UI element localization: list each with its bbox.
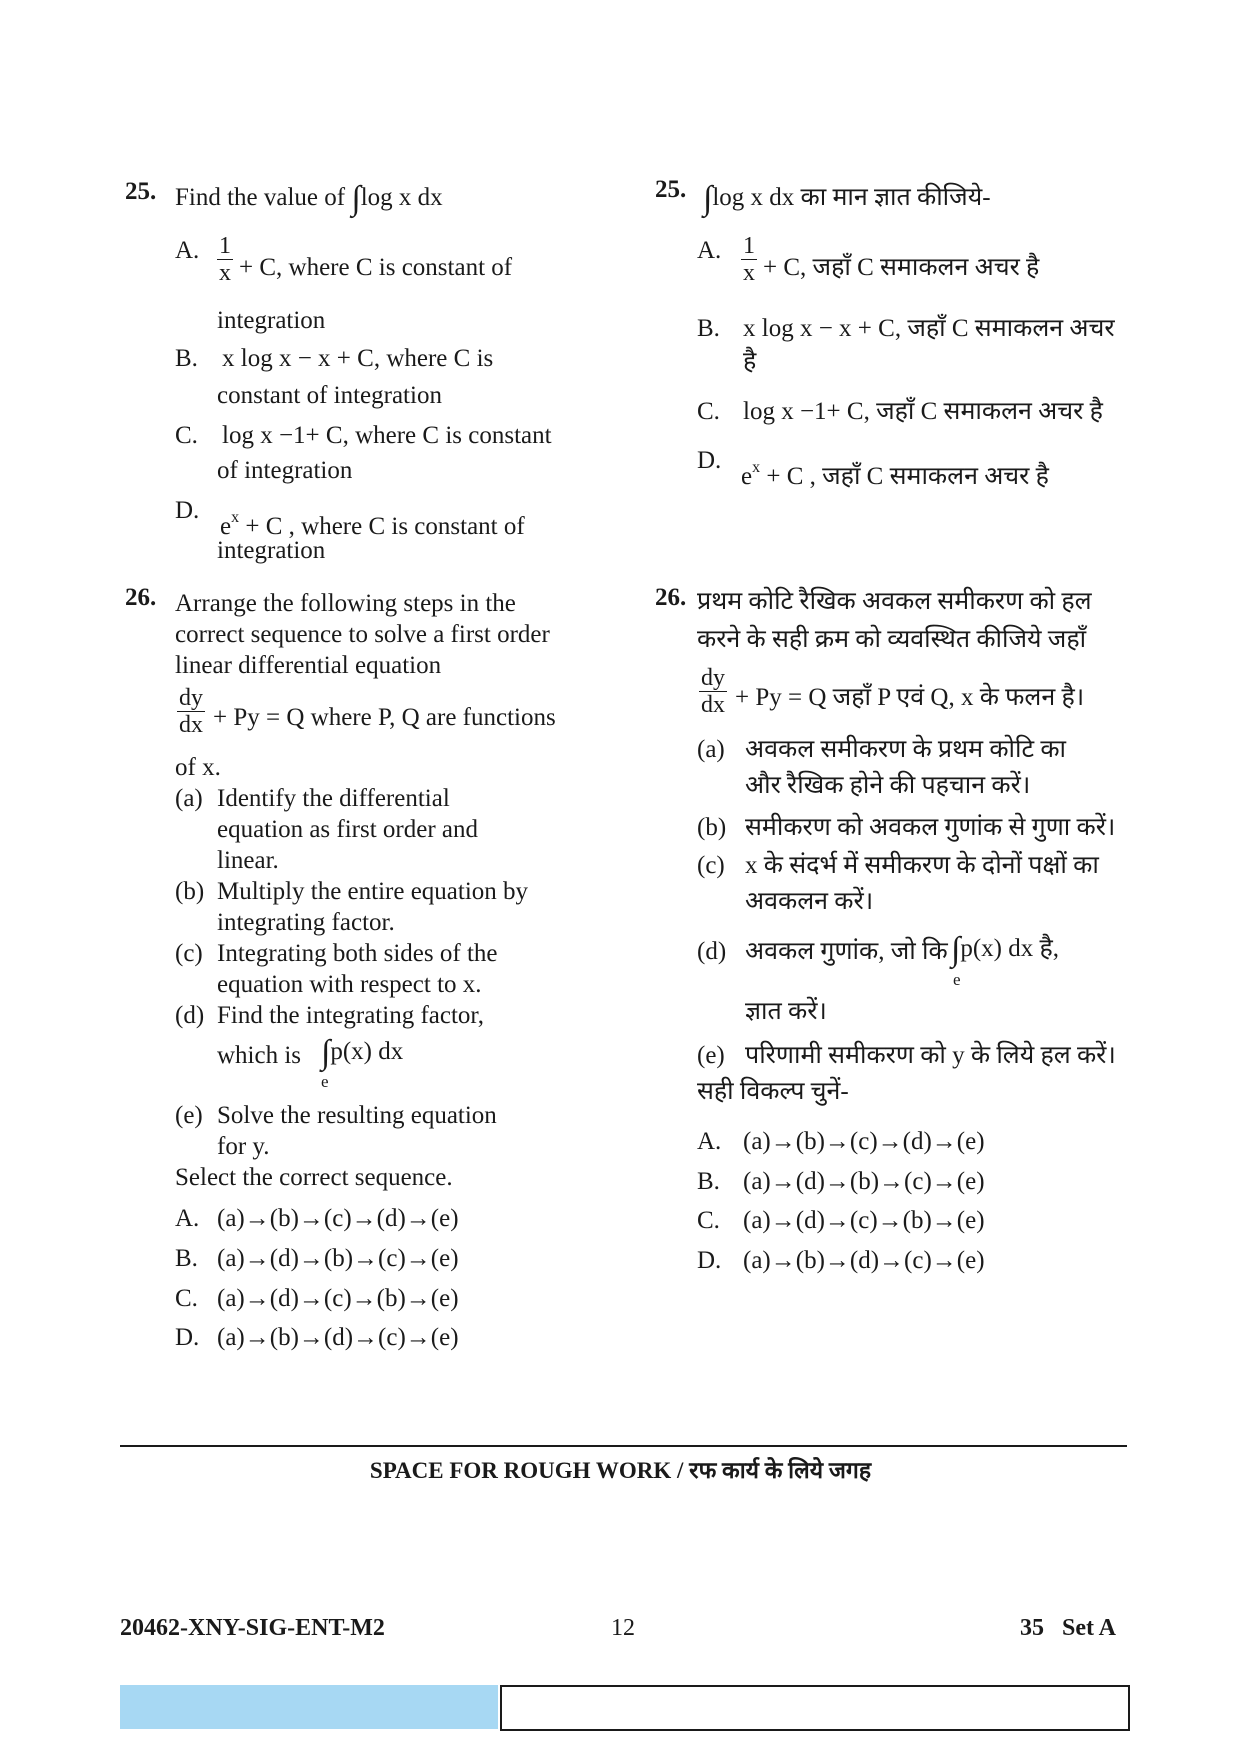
option-text-cont: integration — [217, 307, 326, 334]
option-label: B. — [697, 315, 720, 342]
fraction: $\frac{1}{x}$ — [219, 233, 231, 286]
question-stem-line: linear differential equation — [175, 652, 442, 679]
option-label: C. — [175, 422, 198, 449]
option-text-cont: integration — [217, 537, 326, 564]
select-instruction: सही विकल्प चुनें- — [697, 1078, 849, 1105]
question-number: 25. — [125, 178, 157, 205]
rough-work-divider — [120, 1445, 1127, 1447]
step-label: (c) — [697, 852, 725, 879]
option-text: (a)→(d)→(c)→(b)→(e) — [743, 1207, 985, 1234]
option-text: $e^x + C$ , where C is constant of — [220, 509, 525, 540]
footer-shaded-box — [120, 1685, 498, 1729]
exponent-base: e — [321, 1072, 329, 1091]
rough-work-heading: SPACE FOR ROUGH WORK / रफ कार्य के लिये जगह — [369, 1458, 872, 1483]
option-text: x log x − x + C, where C is — [222, 345, 494, 372]
option-label: D. — [697, 1247, 722, 1274]
option-label: B. — [697, 1168, 720, 1195]
option-label: D. — [175, 497, 200, 524]
option-text: (a)→(d)→(c)→(b)→(e) — [217, 1285, 459, 1312]
question-stem-line: correct sequence to solve a first order — [175, 621, 550, 648]
step-text: अवकल गुणांक, जो कि — [745, 938, 948, 965]
exponent-base: e — [953, 970, 961, 989]
question-stem-line: प्रथम कोटि रैखिक अवकल समीकरण को हल — [697, 588, 1092, 615]
option-text: (a)→(b)→(d)→(c)→(e) — [217, 1324, 459, 1351]
step-text: Find the integrating factor, — [217, 1002, 484, 1029]
step-text: linear. — [217, 847, 279, 874]
option-text: $e^x + C$ , जहाँ C समाकलन अचर है — [741, 459, 1049, 490]
question-stem-line: Arrange the following steps in the — [175, 590, 516, 617]
question-number: 25. — [655, 176, 687, 203]
step-text: Integrating both sides of the — [217, 940, 498, 967]
integral-expression: ∫p(x) dx — [321, 1034, 404, 1071]
equation-text: + Py = Q where P, Q are functions — [213, 704, 556, 731]
step-label: (b) — [697, 814, 727, 841]
step-label: (d) — [697, 938, 727, 965]
option-text: (a)→(b)→(c)→(d)→(e) — [743, 1128, 985, 1155]
option-text: (a)→(b)→(c)→(d)→(e) — [217, 1205, 459, 1232]
step-text: x के संदर्भ में समीकरण के दोनों पक्षों का — [745, 852, 1099, 879]
page-number: 12 — [611, 1615, 635, 1641]
equation-text: + Py = Q जहाँ P एवं Q, x के फलन है। — [735, 684, 1085, 711]
question-prompt: ∫log x dx का मान ज्ञात कीजिये- — [703, 180, 991, 217]
option-text: (a)→(b)→(d)→(c)→(e) — [743, 1247, 985, 1274]
step-text: for y. — [217, 1133, 270, 1160]
step-text: अवकलन करें। — [745, 888, 874, 915]
step-text: ज्ञात करें। — [745, 998, 827, 1025]
option-text: x log x − x + C, जहाँ C समाकलन अचर — [743, 315, 1115, 342]
select-instruction: Select the correct sequence. — [175, 1164, 453, 1191]
step-label: (e) — [697, 1042, 725, 1069]
option-label: D. — [175, 1324, 200, 1351]
option-label: A. — [697, 237, 722, 264]
step-text: equation as first order and — [217, 816, 479, 843]
step-text: equation with respect to x. — [217, 971, 482, 998]
step-label: (a) — [175, 785, 203, 812]
step-label: (c) — [175, 940, 203, 967]
option-label: C. — [175, 1285, 198, 1312]
option-text-cont: है — [743, 348, 757, 375]
integral-sign: ∫ — [703, 180, 713, 217]
option-text: (a)→(d)→(b)→(c)→(e) — [217, 1245, 459, 1272]
footer-empty-box — [500, 1685, 1130, 1731]
question-number: 26. — [125, 584, 157, 611]
step-text: which is — [217, 1042, 302, 1069]
step-text: समीकरण को अवकल गुणांक से गुणा करें। — [745, 814, 1116, 841]
option-label: A. — [697, 1128, 722, 1155]
option-label: B. — [175, 1245, 198, 1272]
option-text: (a)→(d)→(b)→(c)→(e) — [743, 1168, 985, 1195]
option-text: log x −1+ C, जहाँ C समाकलन अचर है — [743, 398, 1103, 425]
paper-code: 20462-XNY-SIG-ENT-M2 — [120, 1615, 385, 1641]
question-stem-line: करने के सही क्रम को व्यवस्थित कीजिये जहाँ — [697, 626, 1087, 653]
option-label: A. — [175, 237, 200, 264]
set-label: 35 Set A — [1020, 1615, 1116, 1641]
option-label: C. — [697, 1207, 720, 1234]
integral-expression: ∫p(x) dx है, — [951, 931, 1060, 968]
step-text: Solve the resulting equation — [217, 1102, 497, 1129]
integral-sign: ∫ — [321, 1034, 331, 1071]
option-label: B. — [175, 345, 198, 372]
option-text-cont: constant of integration — [217, 382, 442, 409]
step-text: अवकल समीकरण के प्रथम कोटि का — [745, 736, 1067, 763]
step-label: (d) — [175, 1002, 205, 1029]
option-label: D. — [697, 447, 722, 474]
question-prompt: Find the value of ∫log x dx — [175, 180, 443, 217]
derivative-fraction: $\frac{dy}{dx}$ — [701, 665, 725, 718]
option-text: log x −1+ C, where C is constant — [222, 422, 552, 449]
option-text: + C, where C is constant of — [239, 254, 513, 281]
option-label: A. — [175, 1205, 200, 1232]
step-label: (a) — [697, 736, 725, 763]
step-label: (e) — [175, 1102, 203, 1129]
step-text: Identify the differential — [217, 785, 450, 812]
step-text: Multiply the entire equation by — [217, 878, 529, 905]
step-text: integrating factor. — [217, 909, 395, 936]
integral-sign: ∫ — [951, 931, 961, 968]
step-label: (b) — [175, 878, 205, 905]
fraction: $\frac{1}{x}$ — [743, 233, 755, 286]
equation-tail: of x. — [175, 754, 221, 781]
integral-sign: ∫ — [351, 180, 361, 217]
option-text: + C, जहाँ C समाकलन अचर है — [763, 254, 1040, 281]
option-text-cont: of integration — [217, 457, 353, 484]
step-text: और रैखिक होने की पहचान करें। — [745, 772, 1031, 799]
step-text: परिणामी समीकरण को y के लिये हल करें। — [745, 1042, 1116, 1069]
option-label: C. — [697, 398, 720, 425]
derivative-fraction: $\frac{dy}{dx}$ — [179, 685, 203, 738]
question-number: 26. — [655, 584, 687, 611]
